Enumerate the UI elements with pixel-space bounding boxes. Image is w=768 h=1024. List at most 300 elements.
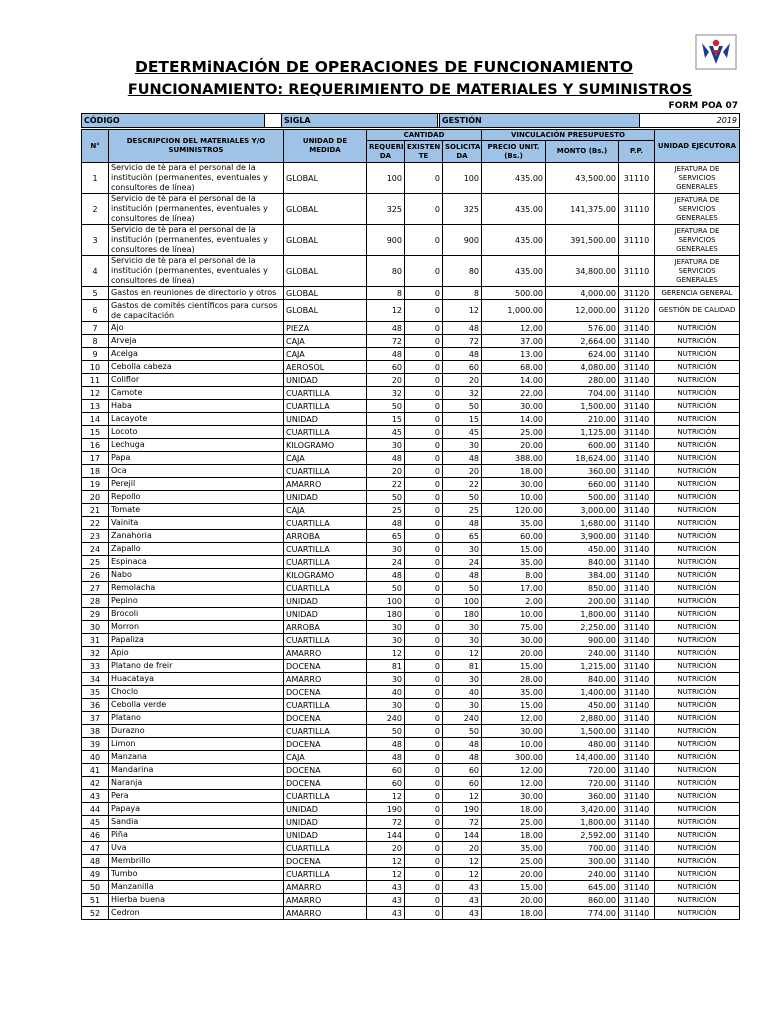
row-number-cell: 49 [82,868,109,881]
table-row [82,426,740,439]
table-row [82,673,740,686]
requerida-cell: 48 [367,517,405,530]
requerida-cell: 48 [367,738,405,751]
table-row [82,751,740,764]
monto-cell: 14,400.00 [546,751,619,764]
existente-cell: 0 [405,335,443,348]
description-cell: Manzanilla [109,881,284,894]
unidad-ejecutora-cell: NUTRICIÓN [655,673,740,686]
pp-cell: 31110 [619,256,655,287]
solicitada-cell: 65 [443,530,482,543]
unidad-ejecutora-cell: NUTRICIÓN [655,842,740,855]
unit-cell: CUARTILLA [284,790,367,803]
monto-cell: 1,400.00 [546,686,619,699]
table-row [82,621,740,634]
description-cell: Remolacha [109,582,284,595]
monto-cell: 141,375.00 [546,194,619,225]
table-row [82,225,740,256]
existente-cell: 0 [405,569,443,582]
description-cell: Cebolla cabeza [109,361,284,374]
requerida-cell: 43 [367,907,405,920]
precio-unit-cell: 8.00 [482,569,546,582]
solicitada-cell: 72 [443,335,482,348]
pp-cell: 31140 [619,543,655,556]
description-cell: Cebolla verde [109,699,284,712]
monto-cell: 720.00 [546,777,619,790]
unidad-ejecutora-cell: NUTRICIÓN [655,413,740,426]
description-cell: Tomate [109,504,284,517]
row-number-cell: 13 [82,400,109,413]
pp-cell: 31140 [619,647,655,660]
monto-cell: 280.00 [546,374,619,387]
monto-cell: 850.00 [546,582,619,595]
table-row [82,842,740,855]
table-row [82,504,740,517]
monto-cell: 210.00 [546,413,619,426]
existente-cell: 0 [405,452,443,465]
unit-cell: GLOBAL [284,225,367,256]
description-cell: Gastos de comités científicos para cursos de capacitación [109,300,284,322]
pp-cell: 31110 [619,163,655,194]
solicitada-cell: 48 [443,751,482,764]
requerida-cell: 900 [367,225,405,256]
requerida-cell: 190 [367,803,405,816]
unidad-ejecutora-cell: NUTRICIÓN [655,595,740,608]
description-cell: Platano [109,712,284,725]
table-row [82,725,740,738]
precio-unit-cell: 25.00 [482,816,546,829]
pp-cell: 31140 [619,868,655,881]
precio-unit-cell: 30.00 [482,725,546,738]
sigla-label: SIGLA [282,114,438,128]
unit-cell: PIEZA [284,322,367,335]
unidad-ejecutora-cell: NUTRICIÓN [655,634,740,647]
precio-unit-cell: 14.00 [482,374,546,387]
unit-cell: UNIDAD [284,413,367,426]
unidad-ejecutora-cell: NUTRICIÓN [655,491,740,504]
requerida-cell: 48 [367,348,405,361]
row-number-cell: 44 [82,803,109,816]
row-number-cell: 30 [82,621,109,634]
description-cell: Huacataya [109,673,284,686]
description-cell: Locoto [109,426,284,439]
monto-cell: 12,000.00 [546,300,619,322]
monto-cell: 450.00 [546,699,619,712]
unidad-ejecutora-cell: NUTRICIÓN [655,504,740,517]
monto-cell: 720.00 [546,764,619,777]
requerida-cell: 72 [367,335,405,348]
codigo-label: CÓDIGO [82,114,265,128]
requerida-cell: 48 [367,751,405,764]
solicitada-cell: 12 [443,855,482,868]
solicitada-cell: 43 [443,881,482,894]
unidad-ejecutora-cell: NUTRICIÓN [655,621,740,634]
precio-unit-cell: 500.00 [482,287,546,300]
unit-cell: CAJA [284,348,367,361]
row-number-cell: 45 [82,816,109,829]
row-number-cell: 4 [82,256,109,287]
pp-cell: 31140 [619,348,655,361]
unidad-ejecutora-cell: NUTRICIÓN [655,803,740,816]
description-cell: Pepino [109,595,284,608]
table-row [82,194,740,225]
table-row [82,699,740,712]
requerida-cell: 12 [367,790,405,803]
description-cell: Limon [109,738,284,751]
pp-cell: 31140 [619,803,655,816]
monto-cell: 700.00 [546,842,619,855]
solicitada-cell: 15 [443,413,482,426]
requerida-cell: 60 [367,361,405,374]
description-cell: Pera [109,790,284,803]
solicitada-cell: 50 [443,400,482,413]
requerida-cell: 240 [367,712,405,725]
solicitada-cell: 22 [443,478,482,491]
table-row [82,287,740,300]
monto-cell: 43,500.00 [546,163,619,194]
row-number-cell: 10 [82,361,109,374]
existente-cell: 0 [405,816,443,829]
existente-cell: 0 [405,634,443,647]
requerida-cell: 60 [367,764,405,777]
monto-cell: 391,500.00 [546,225,619,256]
precio-unit-cell: 435.00 [482,256,546,287]
unit-cell: ARROBA [284,621,367,634]
requerida-cell: 43 [367,881,405,894]
requerida-cell: 144 [367,829,405,842]
description-cell: Manzana [109,751,284,764]
existente-cell: 0 [405,491,443,504]
pp-cell: 31140 [619,621,655,634]
precio-unit-cell: 300.00 [482,751,546,764]
pp-cell: 31140 [619,387,655,400]
existente-cell: 0 [405,300,443,322]
row-number-cell: 1 [82,163,109,194]
requerida-cell: 30 [367,543,405,556]
unit-cell: CUARTILLA [284,517,367,530]
solicitada-cell: 48 [443,517,482,530]
row-number-cell: 37 [82,712,109,725]
table-row [82,348,740,361]
description-cell: Platano de freir [109,660,284,673]
unit-cell: CAJA [284,335,367,348]
precio-unit-cell: 10.00 [482,608,546,621]
unit-cell: UNIDAD [284,491,367,504]
pp-cell: 31140 [619,556,655,569]
pp-cell: 31140 [619,855,655,868]
precio-unit-cell: 20.00 [482,439,546,452]
header-existente: EXISTEN TE [405,141,443,163]
unidad-ejecutora-cell: NUTRICIÓN [655,907,740,920]
precio-unit-cell: 60.00 [482,530,546,543]
row-number-cell: 18 [82,465,109,478]
description-cell: Mandarina [109,764,284,777]
description-cell: Uva [109,842,284,855]
existente-cell: 0 [405,881,443,894]
description-cell: Servicio de tè para el personal de la institución (permanentes, eventuales y consultores de línea) [109,256,284,287]
header-unidad: UNIDAD DE MEDIDA [284,130,367,163]
row-number-cell: 24 [82,543,109,556]
monto-cell: 3,900.00 [546,530,619,543]
unidad-ejecutora-cell: NUTRICIÓN [655,699,740,712]
existente-cell: 0 [405,686,443,699]
pp-cell: 31140 [619,569,655,582]
existente-cell: 0 [405,225,443,256]
solicitada-cell: 190 [443,803,482,816]
monto-cell: 660.00 [546,478,619,491]
monto-cell: 34,800.00 [546,256,619,287]
table-row [82,738,740,751]
table-row [82,634,740,647]
solicitada-cell: 8 [443,287,482,300]
unit-cell: UNIDAD [284,803,367,816]
unit-cell: GLOBAL [284,300,367,322]
pp-cell: 31140 [619,491,655,504]
unidad-ejecutora-cell: NUTRICIÓN [655,894,740,907]
solicitada-cell: 48 [443,738,482,751]
row-number-cell: 42 [82,777,109,790]
pp-cell: 31140 [619,517,655,530]
monto-cell: 600.00 [546,439,619,452]
row-number-cell: 43 [82,790,109,803]
unit-cell: UNIDAD [284,816,367,829]
unidad-ejecutora-cell: GERENCIA GENERAL [655,287,740,300]
row-number-cell: 31 [82,634,109,647]
table-row [82,647,740,660]
solicitada-cell: 45 [443,426,482,439]
description-cell: Acelga [109,348,284,361]
solicitada-cell: 50 [443,725,482,738]
existente-cell: 0 [405,777,443,790]
precio-unit-cell: 1,000.00 [482,300,546,322]
unidad-ejecutora-cell: NUTRICIÓN [655,426,740,439]
row-number-cell: 11 [82,374,109,387]
solicitada-cell: 100 [443,163,482,194]
description-cell: Papa [109,452,284,465]
monto-cell: 860.00 [546,894,619,907]
row-number-cell: 52 [82,907,109,920]
table-row [82,569,740,582]
unit-cell: ARROBA [284,530,367,543]
monto-cell: 300.00 [546,855,619,868]
unidad-ejecutora-cell: NUTRICIÓN [655,348,740,361]
unit-cell: CAJA [284,504,367,517]
unit-cell: AMARRO [284,647,367,660]
table-row [82,855,740,868]
monto-cell: 450.00 [546,543,619,556]
header-cantidad: CANTIDAD [367,130,482,141]
unidad-ejecutora-cell: NUTRICIÓN [655,452,740,465]
requerida-cell: 72 [367,816,405,829]
precio-unit-cell: 120.00 [482,504,546,517]
table-row [82,608,740,621]
description-cell: Perejil [109,478,284,491]
description-cell: Vainita [109,517,284,530]
monto-cell: 900.00 [546,634,619,647]
unidad-ejecutora-cell: NUTRICIÓN [655,517,740,530]
unit-cell: CAJA [284,751,367,764]
table-row [82,881,740,894]
monto-cell: 200.00 [546,595,619,608]
unit-cell: CUARTILLA [284,634,367,647]
row-number-cell: 34 [82,673,109,686]
unit-cell: AMARRO [284,881,367,894]
pp-cell: 31140 [619,816,655,829]
requerida-cell: 12 [367,647,405,660]
unidad-ejecutora-cell: NUTRICIÓN [655,361,740,374]
unidad-ejecutora-cell: JEFATURA DE SERVICIOS GENERALES [655,163,740,194]
monto-cell: 240.00 [546,647,619,660]
row-number-cell: 25 [82,556,109,569]
solicitada-cell: 48 [443,348,482,361]
pp-cell: 31140 [619,764,655,777]
existente-cell: 0 [405,868,443,881]
existente-cell: 0 [405,163,443,194]
existente-cell: 0 [405,287,443,300]
precio-unit-cell: 12.00 [482,712,546,725]
precio-unit-cell: 35.00 [482,842,546,855]
unit-cell: AEROSOL [284,361,367,374]
unit-cell: AMARRO [284,907,367,920]
row-number-cell: 14 [82,413,109,426]
monto-cell: 4,080.00 [546,361,619,374]
unit-cell: CUARTILLA [284,556,367,569]
requerida-cell: 30 [367,439,405,452]
monto-cell: 4,000.00 [546,287,619,300]
precio-unit-cell: 12.00 [482,322,546,335]
description-cell: Brocoli [109,608,284,621]
description-cell: Coliflor [109,374,284,387]
solicitada-cell: 60 [443,361,482,374]
table-row [82,894,740,907]
requerida-cell: 100 [367,595,405,608]
precio-unit-cell: 17.00 [482,582,546,595]
precio-unit-cell: 13.00 [482,348,546,361]
precio-unit-cell: 30.00 [482,634,546,647]
row-number-cell: 33 [82,660,109,673]
existente-cell: 0 [405,621,443,634]
requerida-cell: 50 [367,582,405,595]
table-row [82,413,740,426]
solicitada-cell: 30 [443,634,482,647]
monto-cell: 774.00 [546,907,619,920]
pp-cell: 31140 [619,426,655,439]
pp-cell: 31140 [619,322,655,335]
description-cell: Nabo [109,569,284,582]
pp-cell: 31140 [619,439,655,452]
row-number-cell: 15 [82,426,109,439]
unidad-ejecutora-cell: JEFATURA DE SERVICIOS GENERALES [655,225,740,256]
existente-cell: 0 [405,400,443,413]
existente-cell: 0 [405,673,443,686]
unidad-ejecutora-cell: NUTRICIÓN [655,608,740,621]
precio-unit-cell: 12.00 [482,777,546,790]
monto-cell: 576.00 [546,322,619,335]
header-unidad-ejecutora: UNIDAD EJECUTORA [655,130,740,163]
description-cell: Haba [109,400,284,413]
pp-cell: 31140 [619,608,655,621]
table-row [82,400,740,413]
header-monto: MONTO (Bs.) [546,141,619,163]
existente-cell: 0 [405,764,443,777]
existente-cell: 0 [405,855,443,868]
solicitada-cell: 30 [443,699,482,712]
row-number-cell: 48 [82,855,109,868]
precio-unit-cell: 28.00 [482,673,546,686]
monto-cell: 840.00 [546,556,619,569]
pp-cell: 31120 [619,287,655,300]
monto-cell: 1,125.00 [546,426,619,439]
existente-cell: 0 [405,530,443,543]
description-cell: Repollo [109,491,284,504]
precio-unit-cell: 15.00 [482,881,546,894]
existente-cell: 0 [405,322,443,335]
existente-cell: 0 [405,894,443,907]
unit-cell: AMARRO [284,673,367,686]
existente-cell: 0 [405,712,443,725]
row-number-cell: 26 [82,569,109,582]
solicitada-cell: 12 [443,647,482,660]
precio-unit-cell: 20.00 [482,894,546,907]
pp-cell: 31140 [619,400,655,413]
unit-cell: CUARTILLA [284,400,367,413]
unit-cell: UNIDAD [284,374,367,387]
unit-cell: UNIDAD [284,829,367,842]
monto-cell: 1,680.00 [546,517,619,530]
existente-cell: 0 [405,699,443,712]
header-vinculacion: VINCULACIÓN PRESUPUESTO [482,130,655,141]
requerida-cell: 15 [367,413,405,426]
table-row [82,530,740,543]
existente-cell: 0 [405,790,443,803]
unit-cell: UNIDAD [284,595,367,608]
table-row [82,300,740,322]
requerida-cell: 30 [367,673,405,686]
pp-cell: 31140 [619,465,655,478]
row-number-cell: 35 [82,686,109,699]
unit-cell: GLOBAL [284,256,367,287]
precio-unit-cell: 15.00 [482,699,546,712]
pp-cell: 31140 [619,686,655,699]
header-solicitada: SOLICITA DA [443,141,482,163]
unidad-ejecutora-cell: NUTRICIÓN [655,725,740,738]
unit-cell: GLOBAL [284,194,367,225]
requerida-cell: 40 [367,686,405,699]
precio-unit-cell: 18.00 [482,465,546,478]
unit-cell: DOCENA [284,777,367,790]
unidad-ejecutora-cell: NUTRICIÓN [655,660,740,673]
pp-cell: 31140 [619,478,655,491]
solicitada-cell: 325 [443,194,482,225]
table-row [82,465,740,478]
existente-cell: 0 [405,829,443,842]
unidad-ejecutora-cell: GESTIÓN DE CALIDAD [655,300,740,322]
solicitada-cell: 144 [443,829,482,842]
description-cell: Zanahoria [109,530,284,543]
existente-cell: 0 [405,842,443,855]
description-cell: Cedron [109,907,284,920]
table-row [82,790,740,803]
unidad-ejecutora-cell: NUTRICIÓN [655,478,740,491]
unit-cell: DOCENA [284,738,367,751]
codigo-value [265,114,282,128]
table-row [82,777,740,790]
row-number-cell: 40 [82,751,109,764]
existente-cell: 0 [405,608,443,621]
solicitada-cell: 100 [443,595,482,608]
table-row [82,816,740,829]
table-row [82,595,740,608]
